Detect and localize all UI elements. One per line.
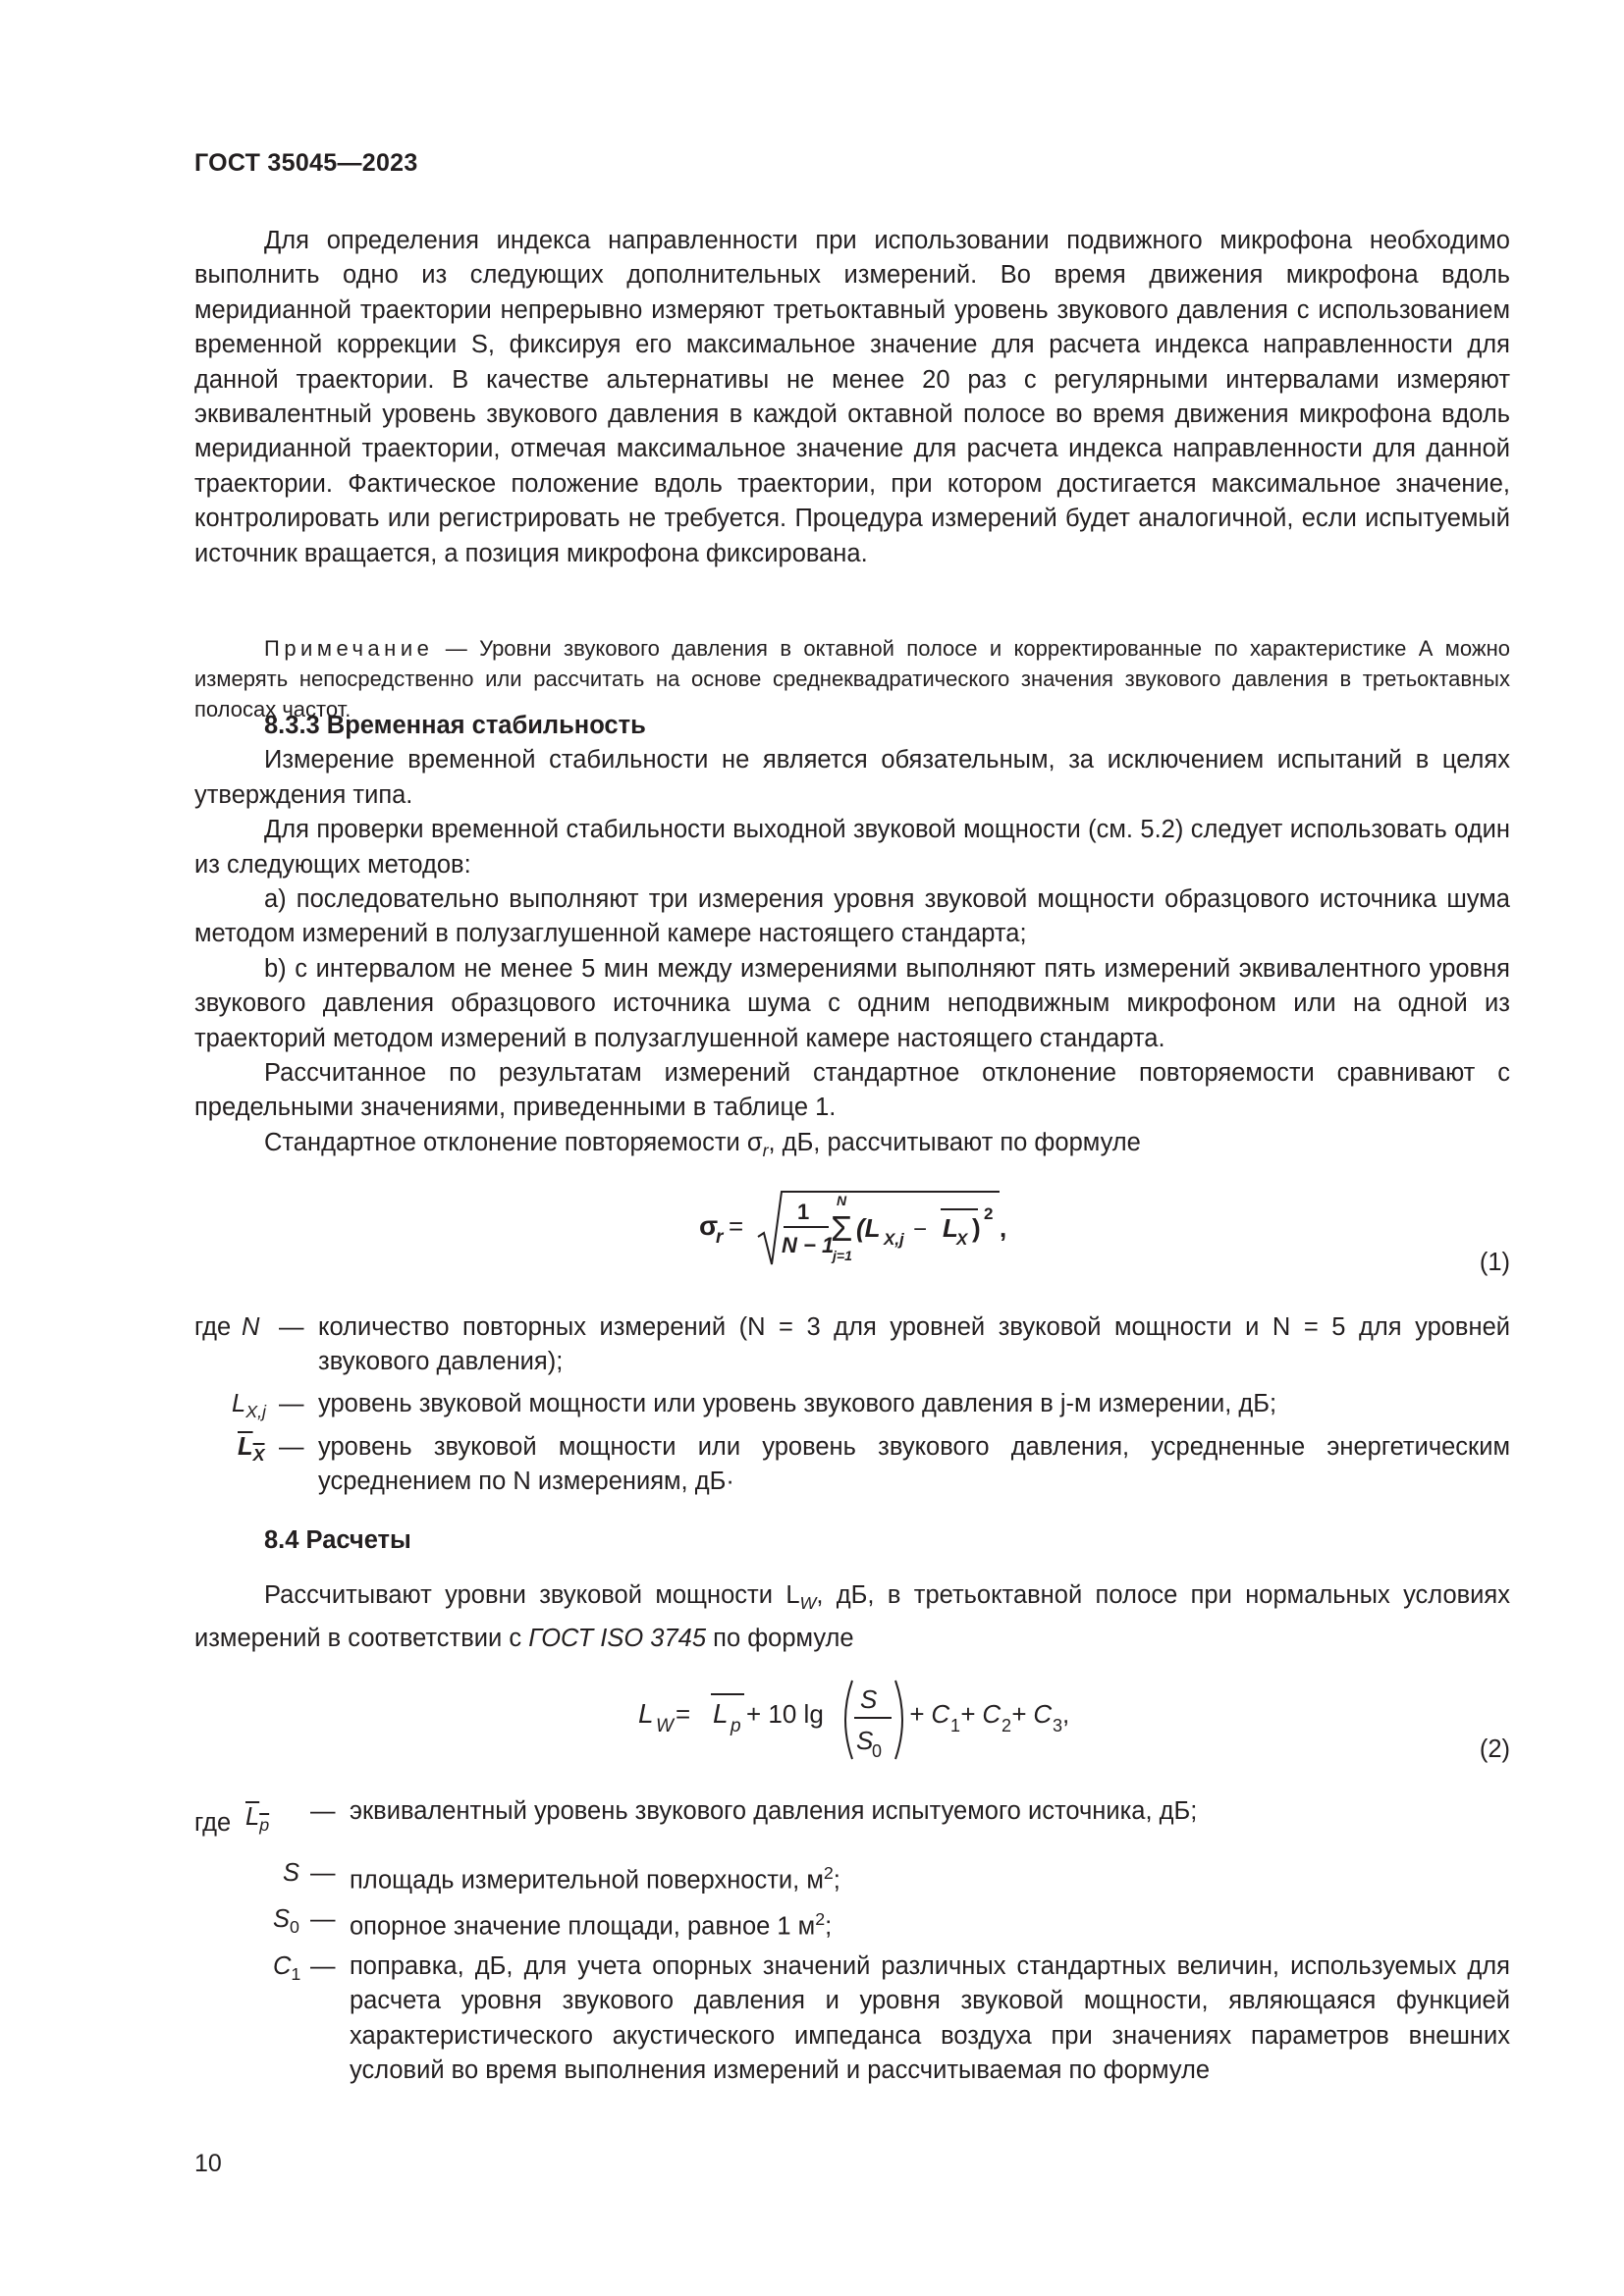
where-symbol-n: N	[242, 1313, 260, 1341]
paragraph-text: Для проверки временной стабильности выходной звуковой мощности (см. 5.2) следует использовать один из следующих методов:	[194, 816, 1510, 879]
formula-2	[638, 1669, 1090, 1767]
formula-1-eq: =	[729, 1211, 744, 1241]
page-number: 10	[194, 2150, 222, 2177]
section-8-3-3	[194, 709, 1510, 1168]
where-intro: где	[194, 1313, 232, 1341]
frac-den: S	[856, 1726, 874, 1755]
formula-1-lhs: σ	[699, 1210, 719, 1241]
sum-symbol: Σ	[831, 1208, 853, 1249]
frac-num: S	[860, 1684, 878, 1714]
formula-2-c2: + C	[960, 1699, 1001, 1729]
note-label: Примечание	[264, 636, 434, 661]
formula-2-c1: + C	[909, 1699, 950, 1729]
section-8-4	[194, 1523, 1510, 1558]
formula-2-lp: L	[713, 1698, 729, 1729]
where-dash: —	[310, 1797, 336, 1825]
formula-2-c1-sub: 1	[950, 1716, 961, 1735]
where-dash: —	[279, 1433, 304, 1461]
formula-1-num: 1	[797, 1200, 810, 1224]
term-close: )	[972, 1213, 981, 1243]
where-block-2: где $L_p$ — эквивалентный уровень звукового давления испытуемого источника, дБ; S — площадь измерительной поверхности, $м^2$; $S_0$ — опорное значение площади, равное 1 $м^2$; $C_1$ — поправка, дБ, для учета опорных значений различных стандартных величин, используемых для расчета уровня звукового давления и уровня звуковой мощности, являющаяся функцией характеристического акустического импеданса воздуха при значениях параметров внешних условий во время выполнения измерений и рассчитываемая по формуле	[194, 1794, 1510, 2148]
standard-header: ГОСТ 35045—2023	[194, 149, 418, 177]
formula-2-number: (2)	[1479, 1735, 1510, 1763]
term-pow: 2	[984, 1204, 994, 1223]
where-symbol-lx: L	[238, 1433, 253, 1461]
where-symbol-lp: L	[245, 1803, 260, 1831]
where-dash: —	[310, 1905, 336, 1933]
note-text: — Уровни звукового давления в октавной полосе и корректированные по характеристике А можно измерять непосредственно или рассчитать на основе среднеквадратического значения звукового давления в третьоктавных полосах частот.	[194, 636, 1510, 721]
paragraph-formula2-intro: Рассчитывают уровни звуковой мощности $L_W$, дБ, в третьоктавной полосе при нормальных условиях измерений в соответствии с ГОСТ ISO 3745 по формуле	[194, 1581, 1510, 1652]
formula-2-c3: + C	[1011, 1699, 1053, 1729]
where-dash: —	[279, 1313, 304, 1341]
formula-1-den: N − 1	[782, 1233, 835, 1257]
formula-2-lhs: L	[638, 1698, 654, 1729]
formula-2-c2-sub: 2	[1001, 1716, 1012, 1735]
formula-2-comma: ,	[1062, 1699, 1070, 1729]
formula-2-svg	[638, 1669, 1090, 1767]
where-desc-lxj: уровень звуковой мощности или уровень звукового давления в j-м измерении, дБ;	[318, 1390, 1277, 1417]
formula-2-lhs-sub: W	[656, 1716, 674, 1736]
where-dash: —	[279, 1390, 304, 1417]
where-dash: —	[310, 1859, 336, 1887]
formula-2-eq: =	[676, 1699, 691, 1729]
where-desc-lp: эквивалентный уровень звукового давления испытуемого источника, дБ;	[350, 1797, 1198, 1825]
paragraph-directivity	[194, 224, 1510, 571]
list-item-a: a) последовательно выполняют три измерения уровня звуковой мощности образцового источника шума методом измерений в полузаглушенной камере настоящего стандарта;	[194, 885, 1510, 948]
formula-1-lhs-sub: r	[716, 1227, 724, 1248]
standard-reference: ГОСТ ISO 3745	[528, 1624, 707, 1652]
sum-top: N	[837, 1193, 847, 1208]
where-symbol-s: S	[283, 1859, 300, 1887]
term-sub1: X,j	[884, 1230, 904, 1249]
where-block-1: где N — количество повторных измерений (N = 3 для уровней звуковой мощности и N = 5 для уровней звукового давления); $L_{X,j}$ — уровень звуковой мощности или уровень звукового давления в j-м измерении, дБ; $L_X$ — уровень звуковой мощности или уровень звукового давления, усредненные энергетическим усреднением по N измерениям, дБ·	[194, 1310, 1510, 1507]
sum-bottom: j=1	[833, 1248, 852, 1263]
formula-1-number: (1)	[1479, 1249, 1510, 1276]
formula-2-c3-sub: 3	[1053, 1716, 1063, 1735]
section-8-4-text	[194, 1578, 1510, 1656]
paragraph-formula-intro: Стандартное отклонение повторяемости $\sigma_r$, дБ, рассчитывают по формуле	[264, 1128, 1141, 1160]
where-symbol-c1: C	[273, 1952, 292, 1980]
term-l: L	[943, 1213, 958, 1243]
paragraph-text: Рассчитанное по результатам измерений стандартное отклонение повторяемости сравнивают с предельными значениями, приведенными в таблице 1.	[194, 1059, 1510, 1122]
section-title-8-4: 8.4 Расчеты	[264, 1526, 411, 1554]
formula-2-lp-sub: p	[731, 1716, 741, 1736]
where-symbol-lxj: L	[232, 1390, 246, 1417]
where-desc-c1: поправка, дБ, для учета опорных значений различных стандартных величин, используемых для расчета уровня звукового давления и уровня звуковой мощности, являющаяся функцией характеристического акустического импеданса воздуха при значениях параметров внешних условий во время выполнения измерений и рассчитываемая по формуле	[350, 1952, 1510, 2085]
formula-2-plus-lg: + 10 lg	[746, 1699, 824, 1729]
term-sub2: X	[956, 1230, 968, 1249]
where-symbol-s0: S	[273, 1905, 291, 1933]
where-desc-s0: опорное значение площади, равное 1 м	[350, 1912, 816, 1941]
formula-1-svg	[699, 1186, 1053, 1274]
paragraph-text: Измерение временной стабильности не является обязательным, за исключением испытаний в целях утверждения типа.	[194, 746, 1510, 809]
formula-1-comma: ,	[1000, 1213, 1007, 1243]
list-item-b: b) с интервалом не менее 5 мин между измерениями выполняют пять измерений эквивалентного уровня звукового давления образцового источника шума с одним неподвижным микрофоном или на одной из траекторий методом измерений в полузаглушенной камере настоящего стандарта.	[194, 954, 1510, 1052]
where-desc-s: площадь измерительной поверхности, м	[350, 1866, 824, 1895]
section-title-8-3-3: 8.3.3 Временная стабильность	[264, 712, 646, 739]
where-intro: где	[194, 1809, 232, 1837]
term-minus: −	[913, 1216, 928, 1243]
formula-1	[699, 1186, 1053, 1274]
frac-den-sub: 0	[872, 1741, 883, 1761]
term-open: (L	[856, 1213, 881, 1243]
where-dash: —	[310, 1952, 336, 1980]
where-desc-n: количество повторных измерений (N = 3 для уровней звуковой мощности и N = 5 для уровней звукового давления);	[318, 1313, 1510, 1376]
paragraph-text: Для определения индекса направленности при использовании подвижного микрофона необходимо выполнить одно из следующих дополнительных измерений. Во время движения микрофона вдоль меридианной траектории непрерывно измеряют третьоктавный уровень звукового давления с использованием временной коррекции S, фиксируя его максимальное значение для расчета индекса направленности для данной траектории. В качестве альтернативы не менее 20 раз с регулярными интервалами измеряют эквивалентный уровень звукового давления в каждой октавной полосе во время движения микрофона вдоль меридианной траектории, отмечая максимальное значение для расчета индекса направленности для данной траектории. Фактическое положение вдоль траектории, при котором достигается максимальное значение, контролировать или регистрировать не требуется. Процедура измерений будет аналогичной, если испытуемый источник вращается, а позиция микрофона фиксирована.	[194, 227, 1510, 567]
where-desc-lx: уровень звуковой мощности или уровень звукового давления, усредненные энергетическим усреднением по N измерениям, дБ·	[318, 1433, 1510, 1496]
